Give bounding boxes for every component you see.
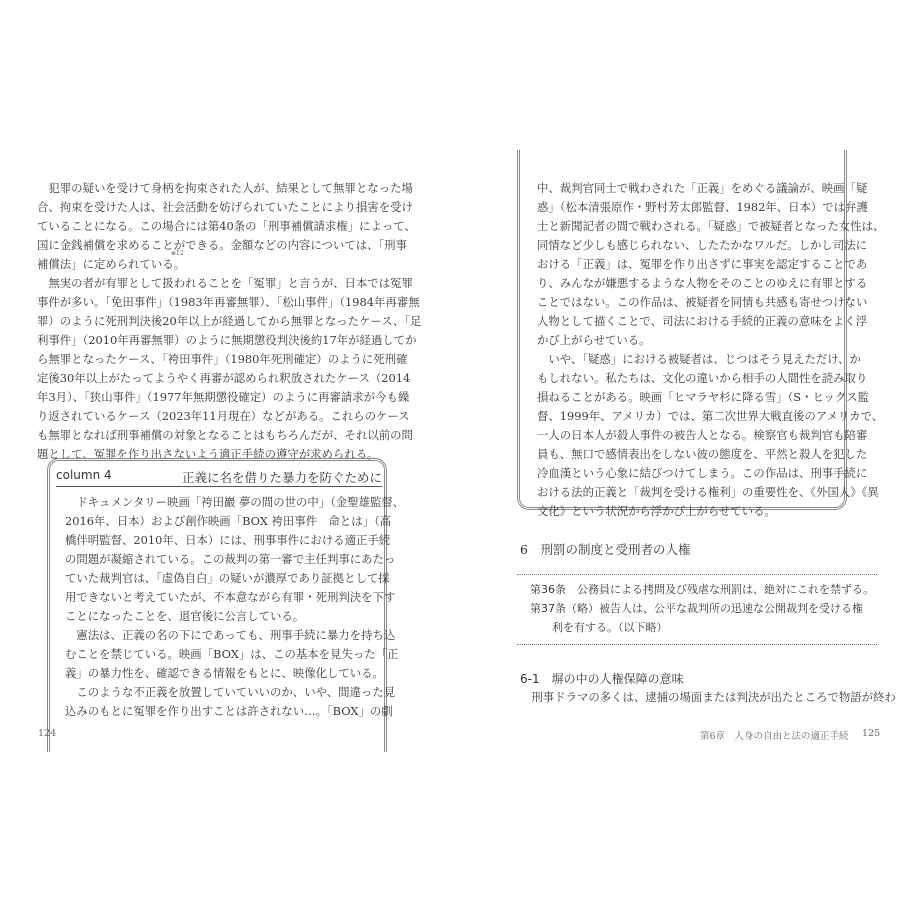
constitution-articles bbox=[530, 580, 874, 637]
text-line: もしれない。私たちは、文化の違いから相手の人間性を読み取り bbox=[537, 371, 868, 385]
text-line: このような不正義を放置していていいのか、いや、間違った見 bbox=[65, 685, 396, 699]
text-line: 補償法」に定められている。 bbox=[37, 257, 186, 271]
text-line: ことではない。この作品は、被疑者を同情も共感も寄せつけない bbox=[537, 295, 868, 309]
column-label: column 4 bbox=[56, 468, 112, 482]
text-line: 文化》という状況から浮かび上がらせている。 bbox=[537, 504, 776, 518]
column-continued-body bbox=[537, 179, 885, 521]
text-line: おける法的正義と「裁判を受ける権利」の重要性を、《外国人》《異 bbox=[537, 485, 879, 499]
text-line: ていた裁判官は、「虚偽自白」の疑いが濃厚であり証拠として採 bbox=[65, 571, 390, 585]
page-number-right: 125 bbox=[862, 728, 881, 739]
text-line: ていることになる。この場合には第40条の「刑事補償請求権」によって、 bbox=[37, 219, 416, 233]
column-title: 正義に名を借りた暴力を防ぐために bbox=[181, 470, 382, 485]
text-line: 題として、冤罪を作り出さないよう適正手続の遵守が求められる。 bbox=[37, 447, 379, 461]
section-heading: 6 刑罰の制度と受刑者の人権 bbox=[520, 542, 691, 557]
text-line: ドキュメンタリー映画「袴田巖 夢の間の世の中」（金聖雄監督、 bbox=[65, 495, 405, 509]
divider-bottom bbox=[517, 644, 877, 645]
text-line: 人物として描くことで、司法における手続的正義の意味をよく浮 bbox=[537, 314, 868, 328]
text-line: 年3月）、「狭山事件」（1977年無期懲役確定）のように再審請求が今も繰 bbox=[37, 390, 410, 404]
text-line: の問題が凝縮されている。この裁判の第一審で主任判事にあたっ bbox=[65, 552, 396, 566]
text-line: ら無罪となったケース、「袴田事件」（1980年死刑確定）のように死刑確 bbox=[37, 352, 408, 366]
page-number-left: 124 bbox=[38, 728, 57, 739]
text-line: 損ねることがある。映画「ヒマラヤ杉に降る雪」（S・ヒックス監 bbox=[537, 390, 869, 404]
text-line: 罪）のように死刑判決後20年以上が経過してから無罪となったケース、「足 bbox=[37, 314, 422, 328]
text-line: 定後30年以上がたってようやく再審が認められ釈放されたケース（2014 bbox=[37, 371, 411, 385]
text-line: 用できないと考えていたが、不本意ながら有罪・死刑判決を下す bbox=[65, 590, 396, 604]
text-line: 督、1999年、アメリカ）では、第二次世界大戦直後のアメリカで、 bbox=[537, 409, 884, 423]
text-line: 無実の者が有罪として扱われることを「冤罪」と言うが、日本では冤罪 bbox=[37, 276, 413, 290]
text-line: 憲法は、正義の名の下にであっても、刑事手続に暴力を持ち込 bbox=[65, 628, 396, 642]
text-line: むことを禁じている。映画「BOX」は、この基本を見失った「正 bbox=[65, 647, 399, 661]
text-line: り、みんなが嫌悪するような人物をそのことのゆえに有罪とする bbox=[537, 276, 868, 290]
running-footer: 第6章 人身の自由と法の適正手続 bbox=[700, 731, 849, 742]
text-line: 同情など少しも感じられない、したたかなワルだ。しかし司法に bbox=[537, 238, 867, 252]
text-line: 一人の日本人が殺人事件の被告人となる。検察官も裁判官も陪審 bbox=[537, 428, 868, 442]
subsection-heading: 6-1 塀の中の人権保障の意味 bbox=[520, 672, 684, 686]
footnote-mark: ※12 bbox=[171, 250, 184, 257]
text-line: 事件が多い。「免田事件」（1983年再審無罪）、「松山事件」（1984年再審無 bbox=[37, 295, 420, 309]
text-line: 員も、無口で感情表出をしない彼の態度を、平然と殺人を犯した bbox=[537, 447, 868, 461]
text-line: 利事件」（2010年再審無罪）のように無期懲役判決後約17年が経過してか bbox=[37, 333, 417, 347]
divider-top bbox=[517, 574, 877, 575]
article-line: 第36条 公務員による拷問及び残虐な刑罰は、絶対にこれを禁ずる。 bbox=[530, 583, 874, 596]
text-line: 国に金銭補償を求めることができる。金額などの内容については、「刑事 bbox=[37, 238, 407, 252]
article-line: 利を有する。（以下略） bbox=[530, 621, 668, 634]
left-page-body bbox=[37, 179, 422, 464]
text-line: 込みのもとに冤罪を作り出すことは許されない…。「BOX」の劇 bbox=[65, 704, 393, 718]
text-line: 冷血漢という心象に結びつけてしまう。この作品は、刑事手続に bbox=[537, 466, 868, 480]
column-header bbox=[56, 466, 382, 487]
text-line: も無罪となれば刑事補償の対象となることはもちろんだが、それ以前の問 bbox=[37, 428, 413, 442]
text-line: 士と新聞記者の間で戦わされる。「疑惑」で被疑者となった女性は、 bbox=[537, 219, 885, 233]
text-line: 惑」（松本清張原作・野村芳太郎監督、1982年、日本）では弁護 bbox=[537, 200, 868, 214]
text-line: かび上がらせている。 bbox=[537, 333, 651, 347]
right-page-body bbox=[520, 688, 896, 707]
text-line: おける「正義」は、冤罪を作り出さずに事実を認定することであ bbox=[537, 257, 868, 271]
text-line: いや、「疑惑」における被疑者は、じつはそう見えただけ、か bbox=[537, 352, 861, 366]
text-line: 橋伴明監督、2010年、日本）には、刑事事件における適正手続 bbox=[65, 533, 391, 547]
text-line: 犯罪の疑いを受けて身柄を拘束された人が、結果として無罪となった場 bbox=[37, 181, 413, 195]
column-body bbox=[65, 493, 405, 721]
text-line: り返されているケース（2023年11月現在）などがある。これらのケース bbox=[37, 409, 410, 423]
text-line: ことになったことを、退官後に公言している。 bbox=[65, 609, 305, 623]
text-line: 刑事ドラマの多くは、逮捕の場面または判決が出たところで物語が終わ bbox=[520, 690, 896, 704]
text-line: 2016年、日本）および創作映画「BOX 袴田事件 命とは」（高 bbox=[65, 514, 392, 528]
text-line: 義」の暴力性を、確認できる情報をもとに、映像化している。 bbox=[65, 666, 384, 680]
article-line: 第37条（略）被告人は、公平な裁判所の迅速な公開裁判を受ける権 bbox=[530, 602, 863, 615]
text-line: 中、裁判官同士で戦わされた「正義」をめぐる議論が、映画「疑 bbox=[537, 181, 868, 195]
text-line: 合、拘束を受けた人は、社会活動を妨げられていたことにより損害を受け bbox=[37, 200, 413, 214]
